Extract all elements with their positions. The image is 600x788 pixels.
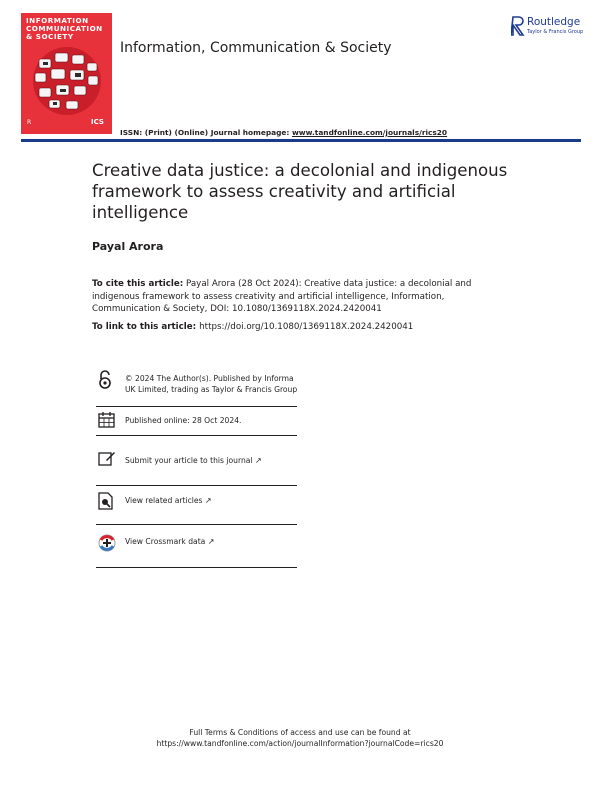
routledge-r-icon: [511, 15, 525, 37]
cover-title-line3: & SOCIETY: [26, 32, 74, 41]
cover-title-line1: INFORMATION: [26, 16, 89, 25]
edit-icon: [98, 450, 116, 467]
cover-artwork: [25, 43, 109, 115]
journal-cover: [21, 13, 112, 134]
citation-block: [92, 278, 492, 316]
external-link-icon: ↗︎: [204, 496, 212, 505]
external-link-icon: ↗︎: [254, 456, 262, 465]
cite-text: Payal Arora (28 Oct 2024): Creative data justice: a decolonial and indigenous framework to assess creativity and artificial intelligence, Information, Communication & Society, DOI:: [92, 279, 472, 314]
footer-line1: Full Terms & Conditions of access and use can be found at: [189, 728, 411, 737]
submit-label: Submit your article to this journal: [125, 456, 253, 465]
publisher-name: Routledge: [527, 16, 581, 28]
author-name: Payal Arora: [92, 240, 164, 253]
submit-row[interactable]: [96, 436, 297, 486]
issn-line: [120, 128, 447, 137]
related-articles-icon: [98, 492, 113, 510]
header-rule: [21, 139, 581, 142]
article-title: Creative data justice: a decolonial and indigenous framework to assess creativity and artificial intelligence: [92, 161, 508, 222]
issn-label: ISSN: (Print) (Online) Journal homepage:: [120, 128, 292, 137]
calendar-icon: [98, 411, 115, 428]
crossmark-label: View Crossmark data: [125, 537, 206, 546]
publisher-tagline: Taylor & Francis Group: [527, 29, 584, 35]
journal-title: Information, Communication & Society: [120, 40, 392, 56]
license-row: [96, 368, 297, 407]
published-date: Published online: 28 Oct 2024.: [125, 416, 242, 425]
cover-title: [26, 17, 110, 41]
related-row[interactable]: [96, 486, 297, 525]
article-doi-link[interactable]: https://doi.org/10.1080/1369118X.2024.2420041: [199, 322, 414, 332]
cite-label: To cite this article:: [92, 279, 184, 289]
crossmark-link[interactable]: [125, 537, 300, 548]
crossmark-row[interactable]: [96, 525, 297, 568]
article-link-line: [92, 322, 413, 332]
open-access-icon: [98, 370, 112, 390]
published-row: [96, 407, 297, 436]
related-articles-link[interactable]: [125, 496, 300, 507]
link-label: To link to this article:: [92, 322, 200, 332]
cover-title-line2: COMMUNICATION: [26, 24, 103, 33]
submit-link[interactable]: [125, 456, 300, 467]
license-text: © 2024 The Author(s). Published by Informa UK Limited, trading as Taylor & Francis Group: [125, 374, 298, 394]
external-link-icon: ↗︎: [207, 537, 215, 546]
crossmark-icon: [98, 533, 116, 553]
related-label: View related articles: [125, 496, 203, 505]
cover-logo: R: [27, 119, 32, 126]
journal-homepage-link[interactable]: www.tandfonline.com/journals/rics20: [291, 128, 448, 137]
footer: [0, 727, 600, 749]
footer-terms-link[interactable]: https://www.tandfonline.com/action/journalInformation?journalCode=rics20: [156, 739, 444, 748]
cover-short-code: ICS: [91, 118, 104, 126]
doi-link[interactable]: 10.1080/1369118X.2024.2420041: [231, 304, 382, 314]
